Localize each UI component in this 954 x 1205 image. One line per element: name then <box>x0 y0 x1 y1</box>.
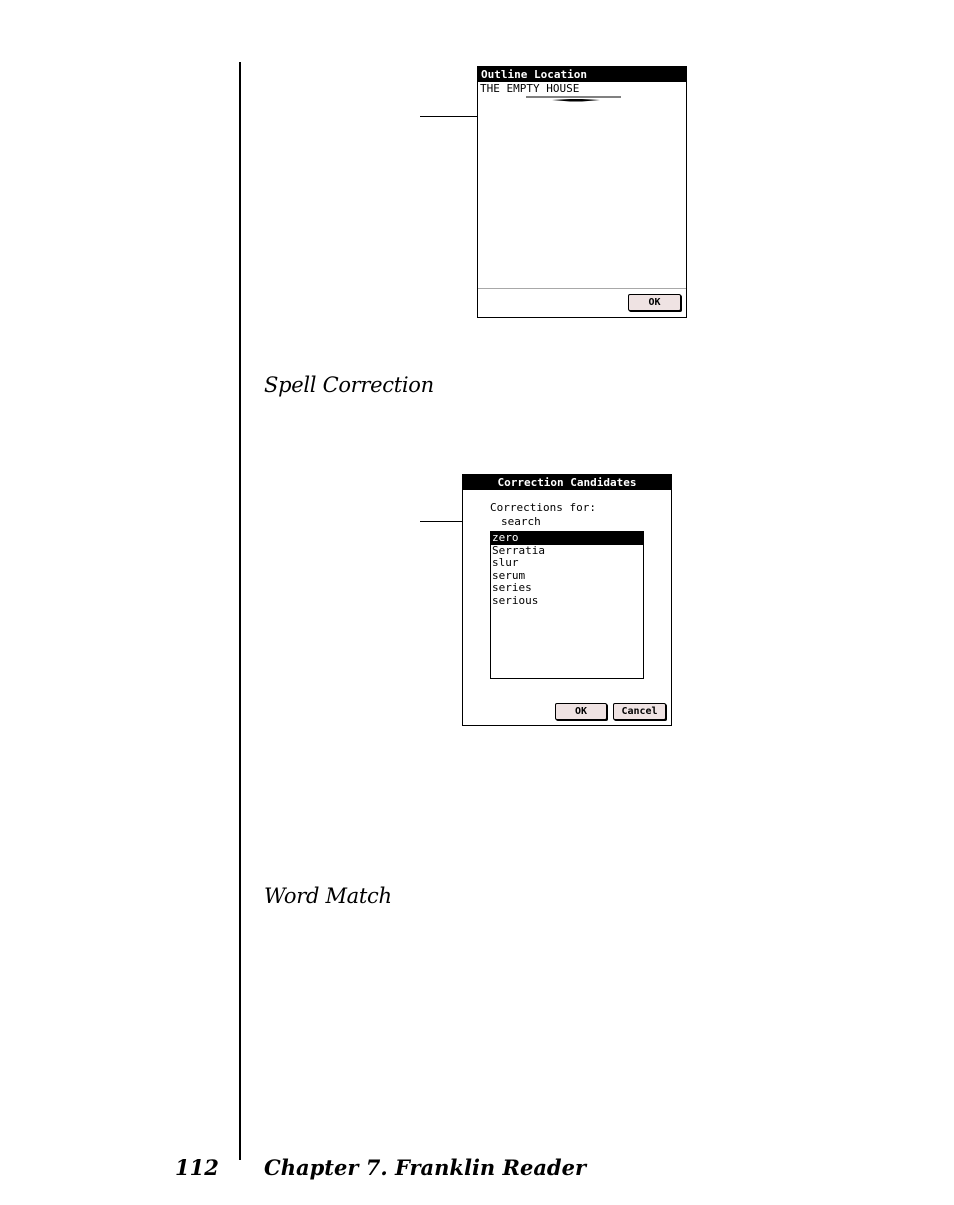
section-heading-spell-correction: Spell Correction <box>264 373 434 397</box>
dialog-title: Outline Location <box>478 67 686 82</box>
query-word: search <box>501 515 541 528</box>
list-item[interactable]: Serratia <box>492 543 545 557</box>
list-item[interactable]: slur <box>492 556 519 570</box>
outline-location-dialog <box>477 66 687 318</box>
candidates-list[interactable] <box>490 531 644 679</box>
title-underline-ornament <box>526 95 622 103</box>
outline-location-text: THE EMPTY HOUSE <box>480 82 580 95</box>
dialog-title: Correction Candidates <box>463 475 671 490</box>
section-heading-word-match: Word Match <box>264 884 392 908</box>
list-item[interactable]: series <box>492 581 532 595</box>
margin-rule <box>239 62 241 1160</box>
dialog-footer-divider <box>478 288 686 289</box>
page-number: 112 <box>175 1155 219 1180</box>
list-item[interactable]: zero <box>491 532 643 545</box>
cancel-button[interactable]: Cancel <box>613 703 666 720</box>
list-item[interactable]: serious <box>492 593 539 607</box>
callout-line-correction <box>420 521 463 522</box>
chapter-title: Chapter 7. Franklin Reader <box>264 1155 587 1180</box>
corrections-prompt: Corrections for: <box>490 501 596 514</box>
ok-button[interactable]: OK <box>555 703 607 720</box>
ok-button[interactable]: OK <box>628 294 681 311</box>
list-item[interactable]: serum <box>492 568 526 582</box>
callout-line-outline <box>420 116 478 117</box>
correction-candidates-dialog <box>462 474 672 726</box>
